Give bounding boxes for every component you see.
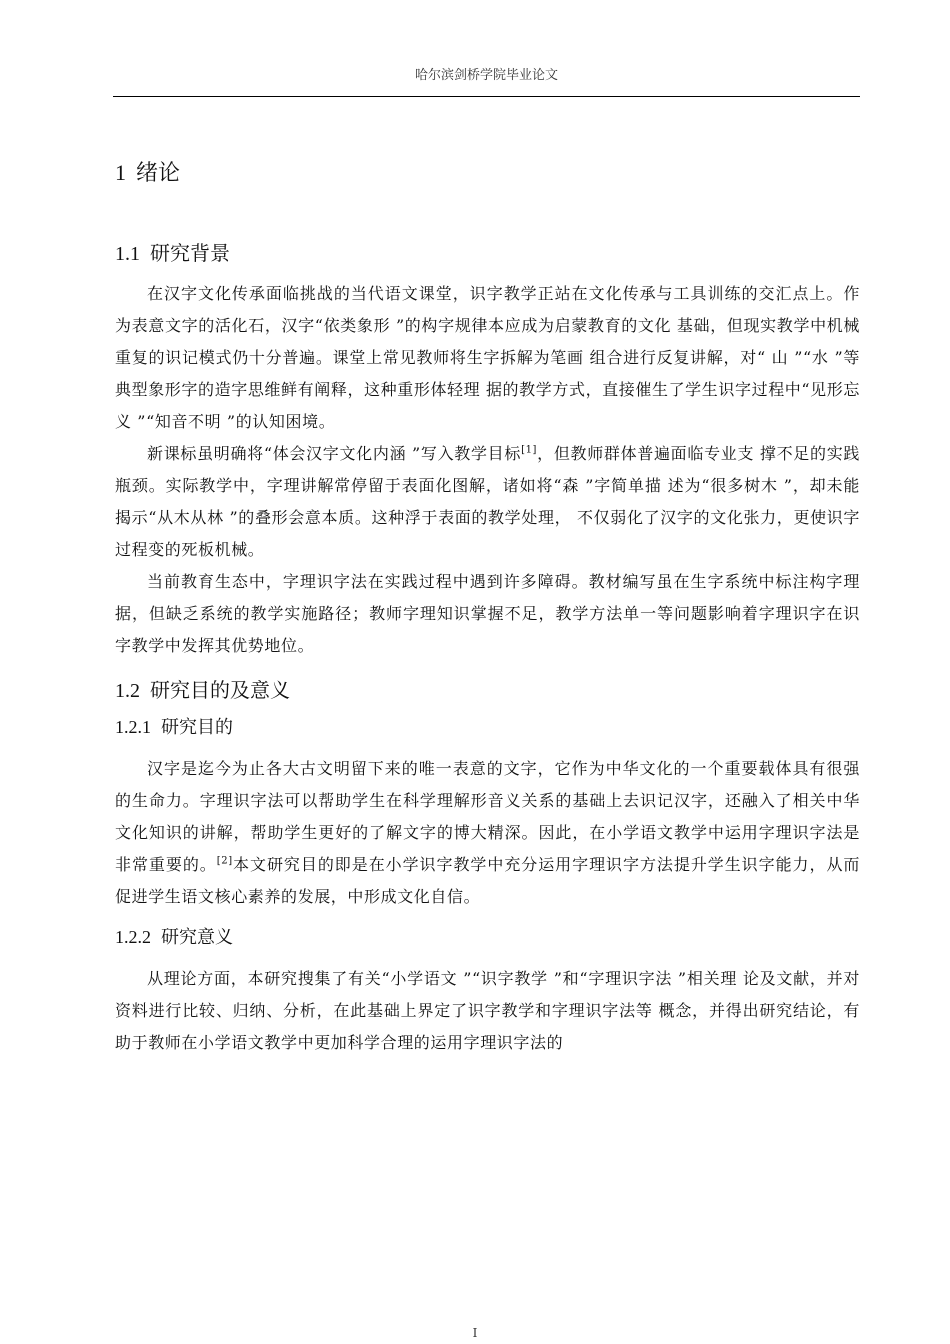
- paragraph-text: 本文研究目的即是在小学识字教学中充分运用字理识字方法提升学生识字能力，从而促进学生语文核心素养的发展，中形成文化自信。: [115, 854, 860, 906]
- paragraph-text: ，但教师群体普遍面临专业支 撑不足的实践瓶颈。实际教学中，字理讲解常停留于表面化图解，诸如将“森 ”字简单描 述为“很多树木 ”，却未能揭示“从木从林 ”的叠形会意本质。这种浮于表面的教学处理， 不仅弱化了汉字的文化张力，更使识字过程变的死板机械。: [115, 444, 860, 560]
- section-heading-purpose: [115, 678, 860, 703]
- section-number: 1.1: [115, 243, 140, 266]
- paragraph: [115, 438, 860, 566]
- subsection-number: 1.2.1: [115, 717, 151, 738]
- section-number: 1.2: [115, 680, 140, 703]
- paragraph: 在汉字文化传承面临挑战的当代语文课堂，识字教学正站在文化传承与工具训练的交汇点上。作为表意文字的活化石，汉字“依类象形 ”的构字规律本应成为启蒙教育的文化 基础，但现实教学中机械重复的识记模式仍十分普遍。课堂上常见教师将生字拆解为笔画 组合进行反复讲解，对“ 山 ”“水 ”等典型象形字的造字思维鲜有阐释，这种重形体轻理 据的教学方式，直接催生了学生识字过程中“见形忘义 ”“知音不明 ”的认知困境。: [115, 284, 860, 432]
- subsection-heading-purpose: [115, 717, 860, 739]
- paragraph: 当前教育生态中，字理识字法在实践过程中遇到许多障碍。教材编写虽在生字系统中标注构字理据，但缺乏系统的教学实施路径；教师字理知识掌握不足，教学方法单一等问题影响着字理识字在识字教学中发挥其优势地位。: [115, 572, 860, 656]
- subsection-title: 研究目的: [161, 717, 233, 739]
- section-heading-background: [115, 241, 860, 266]
- paragraph-text: 汉字是迄今为止各大古文明留下来的唯一表意的文字，它作为中华文化的一个重要载体具有很强的生命力。字理识字法可以帮助学生在科学理解形音义关系的基础上去识记汉字，还融入了相关中华文化知识的讲解，帮助学生更好的了解文字的博大精深。因此，在小学语文教学中运用字理识字法是非常重要的。: [115, 758, 860, 874]
- page-number: I: [472, 1326, 478, 1340]
- chapter-heading: [115, 160, 860, 187]
- subsection-heading-significance: [115, 927, 860, 949]
- subsection-number: 1.2.2: [115, 926, 151, 947]
- chapter-number: 1: [115, 160, 126, 185]
- paragraph-text: 新课标虽明确将“体会汉字文化内涵 ”写入教学目标: [147, 444, 522, 464]
- section-title: 研究背景: [150, 241, 230, 266]
- paragraph: 从理论方面，本研究搜集了有关“小学语文 ”“识字教学 ”和“字理识字法 ”相关理 论及文献，并对资料进行比较、归纳、分析，在此基础上界定了识字教学和字理识字法等 概念，并得出研究结论，有助于教师在小学语文教学中更加科学合理的运用字理识字法的: [115, 968, 860, 1052]
- subsection-title: 研究意义: [161, 926, 233, 948]
- citation-ref: [2]: [216, 855, 233, 867]
- chapter-title: 绪论: [136, 161, 181, 186]
- citation-ref: [1]: [521, 445, 538, 457]
- header-divider: [113, 96, 860, 97]
- running-header: 哈尔滨剑桥学院毕业论文: [414, 68, 558, 83]
- page-body: [115, 160, 860, 1059]
- paragraph: [115, 753, 860, 913]
- section-title: 研究目的及意义: [150, 678, 290, 703]
